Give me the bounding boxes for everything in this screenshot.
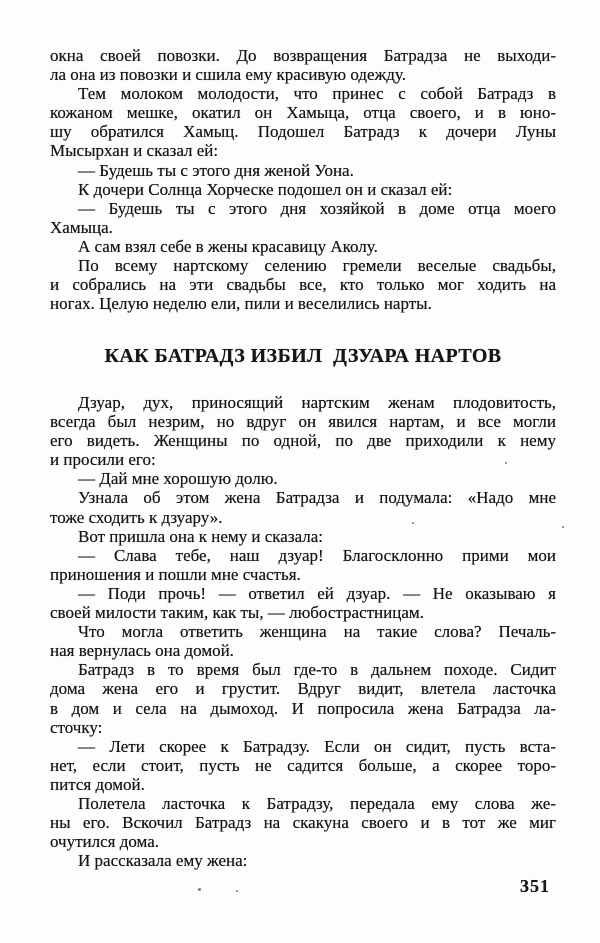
- text-line: в дом и села на дымоход. И попросила жена Батрадза ла-: [50, 698, 556, 718]
- text-column-top: [50, 46, 556, 313]
- text-column-bottom: [50, 393, 556, 870]
- text-line: всегда был незрим, но вдруг он явился нартам, и все могли: [50, 412, 556, 432]
- text-line: и собрались на эти свадьбы все, кто только мог ходить на: [50, 275, 556, 295]
- text-line: По всему нартскому селению гремели веселые свадьбы,: [78, 256, 556, 276]
- text-line: И рассказала ему жена:: [78, 851, 248, 871]
- text-line: Узнала об этом жена Батрадза и подумала: «Надо мне: [78, 488, 556, 508]
- text-line: Полетела ласточка к Батрадзу, передала ему слова же-: [78, 793, 556, 813]
- scan-speck: [236, 890, 238, 892]
- text-line: Мысырхан и сказал ей:: [50, 141, 219, 161]
- text-line: Дзуар, дух, приносящий нартским женам плодовитость,: [78, 393, 556, 412]
- text-line: своей милости таким, как ты, — любострастницам.: [50, 603, 424, 623]
- text-line: его видеть. Женщины по одной, по две приходили к нему: [50, 431, 556, 451]
- text-line: А сам взял себе в жены красавицу Аколу.: [78, 236, 378, 256]
- story-title: КАК БАТРАДЗ ИЗБИЛ ДЗУАРА НАРТОВ: [104, 345, 502, 367]
- text-line: ла она из повозки и сшила ему красивую одежду.: [50, 65, 406, 85]
- scan-speck: [412, 522, 414, 524]
- text-line: — Поди прочь! — ответил ей дзуар. — Не оказываю я: [78, 583, 556, 603]
- text-line: окна своей повозки. До возвращения Батрадза не выходи-: [50, 46, 556, 65]
- text-line: сточку:: [50, 717, 103, 737]
- scan-speck: [198, 888, 201, 891]
- text-line: ны его. Вскочил Батрадз на скакуна своего и в тот же миг: [50, 813, 556, 833]
- text-line: Вот пришла она к нему и сказала:: [78, 526, 324, 546]
- text-line: — Лети скорее к Батрадзу. Если он сидит, пусть вста-: [78, 736, 556, 756]
- text-line: Хамыца.: [50, 217, 113, 237]
- text-line: Что могла ответить женщина на такие слова? Печаль-: [78, 622, 556, 642]
- text-line: — Дай мне хорошую долю.: [78, 469, 278, 489]
- text-line: ногах. Целую неделю ели, пили и веселились нарты.: [50, 294, 432, 314]
- text-line: Батрадз в то время был где-то в дальнем походе. Сидит: [78, 660, 556, 680]
- text-line: К дочери Солнца Хорческе подошел он и сказал ей:: [78, 179, 453, 199]
- scan-speck: [562, 526, 564, 528]
- text-line: кожаном мешке, окатил он Хамыца, отца своего, и в юно-: [50, 103, 556, 123]
- text-line: шу обратился Хамыц. Подошел Батрадз к дочери Луны: [50, 122, 556, 142]
- text-line: пится домой.: [50, 774, 145, 794]
- scan-speck: [505, 462, 507, 464]
- text-line: Тем молоком молодости, что принес с собой Батрадз в: [78, 84, 556, 104]
- text-line: ная вернулась она домой.: [50, 641, 234, 661]
- text-line: очутился дома.: [50, 832, 159, 852]
- text-line: приношения и пошли мне счастья.: [50, 564, 301, 584]
- text-line: — Слава тебе, наш дзуар! Благосклонно прими мои: [78, 545, 556, 565]
- text-line: — Будешь ты с этого дня хозяйкой в доме отца моего: [78, 198, 556, 218]
- text-line: и просили его:: [50, 450, 156, 470]
- text-line: нет, если стоит, пусть не садится больше, а скорее торо-: [50, 755, 556, 775]
- page-number: 351: [520, 876, 550, 896]
- text-line: дома жена его и грустит. Вдруг видит, влетела ласточка: [50, 679, 556, 699]
- text-line: тоже сходить к дзуару».: [50, 507, 223, 527]
- text-line: — Будешь ты с этого дня женой Уона.: [78, 160, 354, 180]
